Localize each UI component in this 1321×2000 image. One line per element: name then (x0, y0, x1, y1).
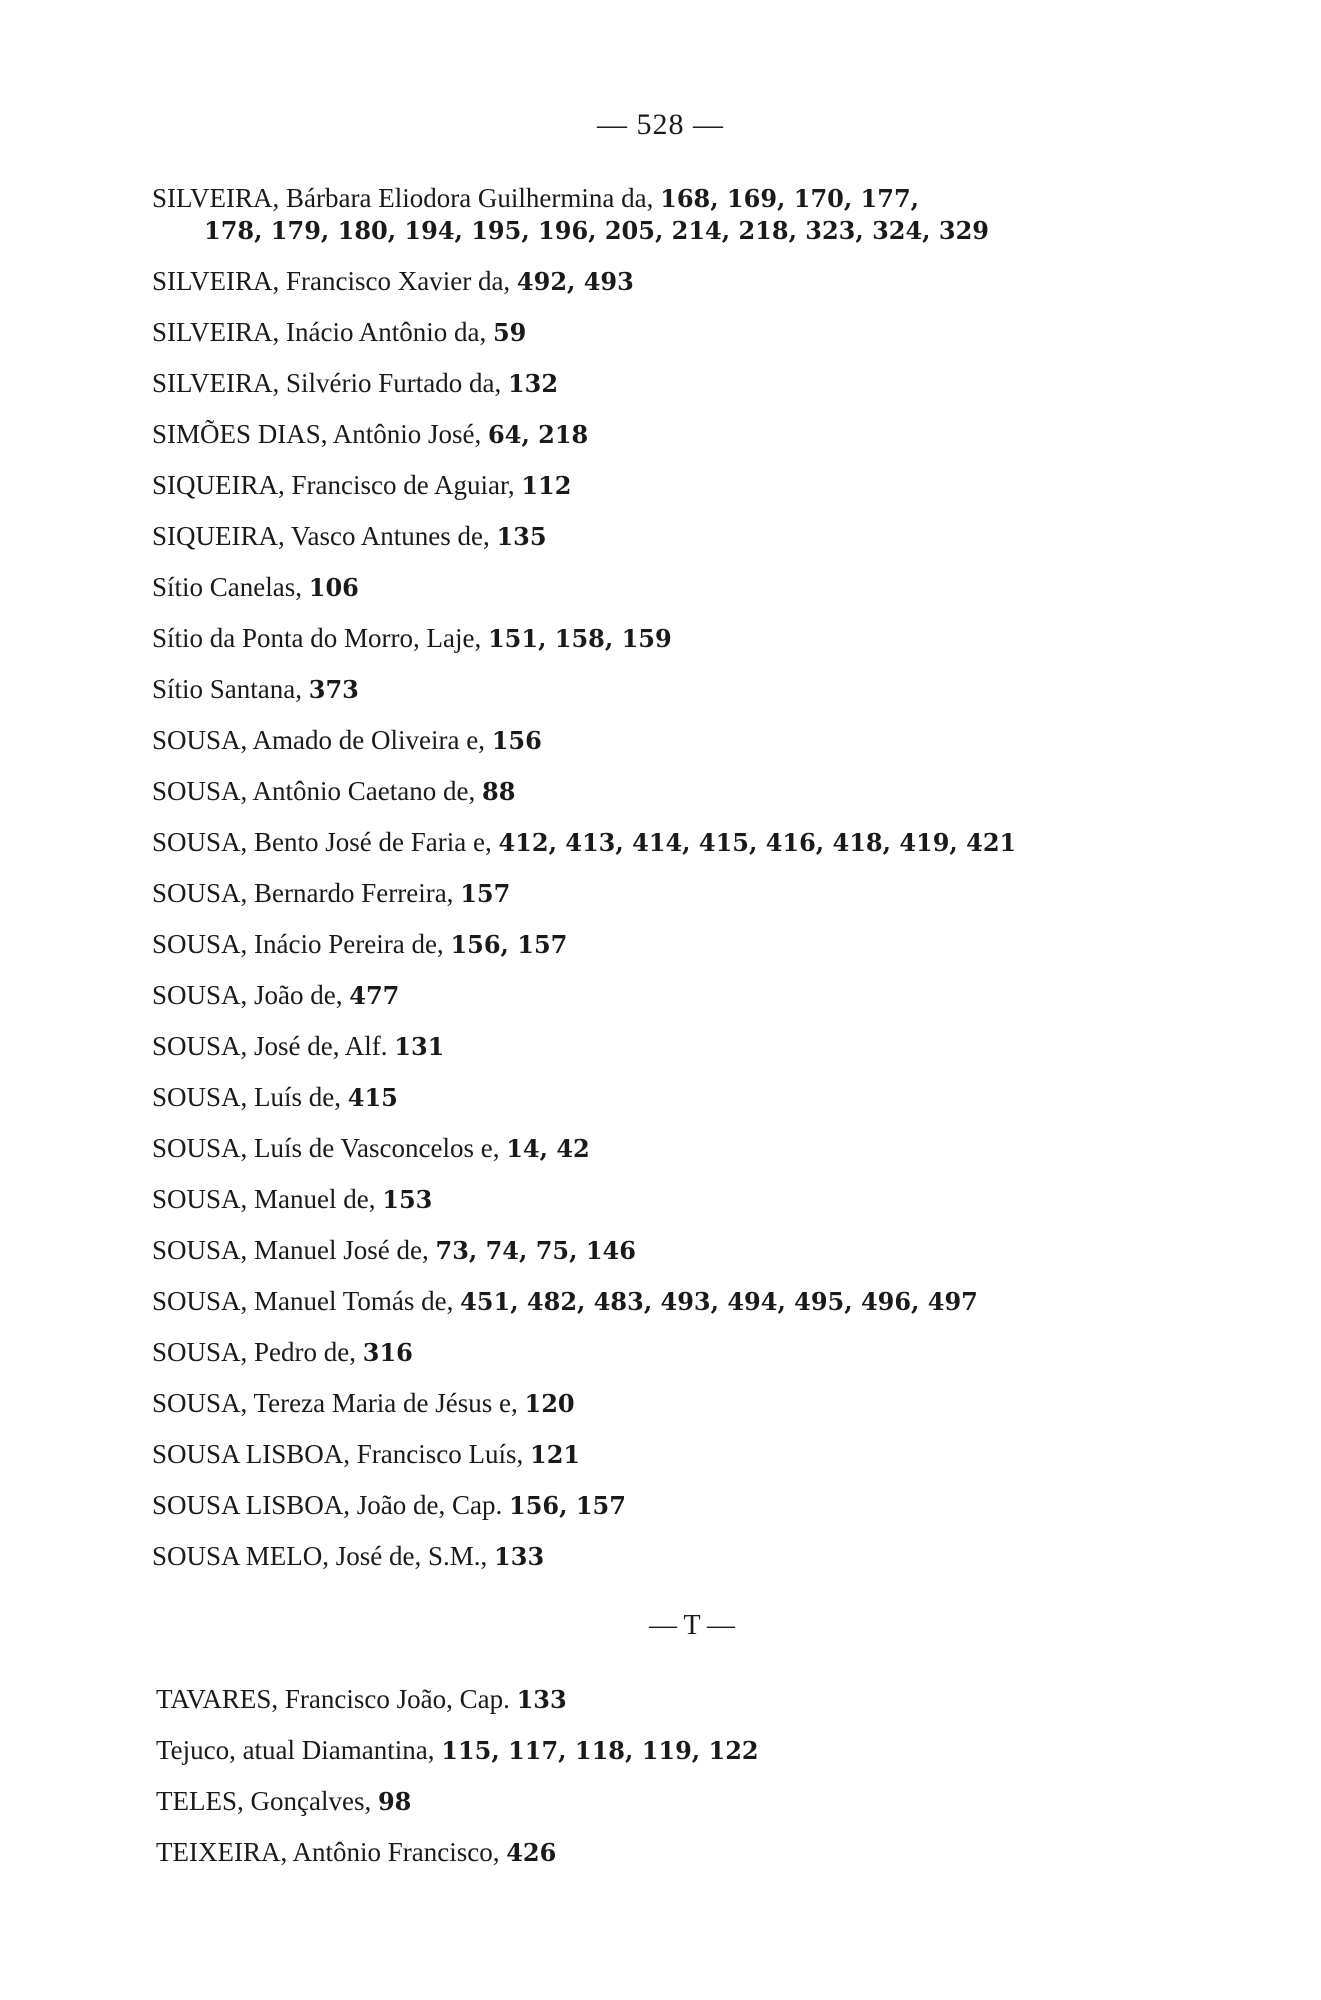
entry-pages: 88 (482, 777, 516, 806)
entry-pages: 415 (347, 1083, 398, 1112)
entry-pages: 120 (524, 1389, 575, 1418)
entry-pages: 133 (494, 1542, 545, 1571)
index-entry (152, 571, 1192, 622)
index-entry (152, 265, 1192, 316)
entry-name: Sítio Santana, (152, 674, 302, 704)
entry-name: SOUSA, Tereza Maria de Jésus e, (152, 1388, 518, 1418)
index-entry (156, 1836, 1196, 1887)
index-entries-s (152, 182, 1192, 1683)
index-entry (152, 182, 1192, 265)
entry-pages: 132 (507, 369, 559, 398)
entry-name: SIQUEIRA, Francisco de Aguiar, (152, 470, 515, 500)
entry-pages: 98 (377, 1787, 412, 1816)
entry-pages-continued: 178, 179, 180, 194, 195, 196, 205, 214, 218, 323, 324, 329 (204, 216, 989, 245)
index-entry (152, 469, 1192, 520)
index-entry (152, 1489, 1192, 1540)
entry-pages: 156, 157 (509, 1491, 626, 1520)
entry-pages: 115, 117, 118, 119, 122 (441, 1736, 759, 1765)
entry-pages: 131 (394, 1032, 445, 1061)
entry-name: SOUSA, Antônio Caetano de, (152, 776, 476, 806)
index-entry (152, 1030, 1192, 1081)
entry-pages: 135 (496, 522, 547, 551)
entry-pages: 59 (492, 318, 527, 347)
index-entry (152, 979, 1192, 1030)
entry-name: SIQUEIRA, Vasco Antunes de, (152, 521, 490, 551)
index-entry (152, 1438, 1192, 1489)
entry-name: SOUSA, Luís de, (152, 1082, 342, 1112)
entry-name: Tejuco, atual Diamantina, (156, 1735, 435, 1765)
index-entry (152, 826, 1192, 877)
index-entry (152, 724, 1192, 775)
entry-name: SOUSA, José de, Alf. (152, 1031, 388, 1061)
index-entry (152, 1234, 1192, 1285)
entry-name: SOUSA LISBOA, João de, Cap. (152, 1490, 503, 1520)
entry-name: SOUSA LISBOA, Francisco Luís, (152, 1439, 524, 1469)
index-entry (152, 775, 1192, 826)
index-entry (152, 1540, 1192, 1591)
index-entry (152, 877, 1192, 928)
entry-pages: 73, 74, 75, 146 (435, 1236, 636, 1265)
index-entry (152, 1132, 1192, 1183)
entry-pages: 316 (362, 1338, 413, 1367)
entry-pages: 168, 169, 170, 177, (660, 184, 920, 213)
entry-name: SIMÕES DIAS, Antônio José, (152, 419, 482, 449)
entry-name: SILVEIRA, Bárbara Eliodora Guilhermina da, (152, 183, 654, 213)
entry-name: SOUSA, Inácio Pereira de, (152, 929, 444, 959)
entry-name: Sítio da Ponta do Morro, Laje, (152, 623, 482, 653)
entry-name: SOUSA, Manuel José de, (152, 1235, 429, 1265)
entry-name: SOUSA, Manuel de, (152, 1184, 376, 1214)
entry-name: TEIXEIRA, Antônio Francisco, (156, 1837, 500, 1867)
section-letter: — T — (648, 1610, 736, 1641)
entry-pages: 64, 218 (488, 420, 589, 449)
index-entry (152, 622, 1192, 673)
entry-pages: 106 (308, 573, 359, 602)
index-entry (152, 418, 1192, 469)
entry-name: Sítio Canelas, (152, 572, 302, 602)
index-entry (152, 1387, 1192, 1438)
index-entry (152, 928, 1192, 979)
index-entries-t (156, 1683, 1196, 1887)
entry-name: SILVEIRA, Francisco Xavier da, (152, 266, 511, 296)
index-entry (152, 1183, 1192, 1234)
entry-name: SOUSA, Bernardo Ferreira, (152, 878, 454, 908)
entry-pages: 151, 158, 159 (487, 624, 672, 653)
entry-pages: 412, 413, 414, 415, 416, 418, 419, 421 (498, 828, 1017, 857)
index-entry (156, 1683, 1196, 1734)
entry-pages: 14, 42 (506, 1134, 590, 1163)
entry-name: SOUSA, João de, (152, 980, 343, 1010)
index-entry (152, 520, 1192, 571)
entry-name: SOUSA MELO, José de, S.M., (152, 1541, 488, 1571)
entry-pages: 121 (530, 1440, 581, 1469)
index-entry (152, 1081, 1192, 1132)
entry-pages: 156 (491, 726, 542, 755)
entry-pages: 451, 482, 483, 493, 494, 495, 496, 497 (460, 1287, 978, 1316)
entry-name: SOUSA, Luís de Vasconcelos e, (152, 1133, 500, 1163)
entry-name: SOUSA, Amado de Oliveira e, (152, 725, 485, 755)
entry-name: TELES, Gonçalves, (156, 1786, 372, 1816)
entry-name: SOUSA, Pedro de, (152, 1337, 357, 1367)
entry-name: SILVEIRA, Inácio Antônio da, (152, 317, 487, 347)
entry-name: SOUSA, Manuel Tomás de, (152, 1286, 454, 1316)
entry-name: TAVARES, Francisco João, Cap. (156, 1684, 510, 1714)
index-entry (152, 673, 1192, 724)
index-entry (152, 316, 1192, 367)
entry-name: SILVEIRA, Silvério Furtado da, (152, 368, 502, 398)
entry-pages: 373 (308, 675, 359, 704)
index-entry (152, 1336, 1192, 1387)
index-entry (156, 1734, 1196, 1785)
index-entry (152, 367, 1192, 418)
entry-pages: 477 (349, 981, 400, 1010)
entry-pages: 112 (521, 471, 572, 500)
entry-pages: 492, 493 (516, 267, 634, 296)
entry-pages: 153 (382, 1185, 433, 1214)
entry-pages: 426 (506, 1838, 557, 1867)
entry-pages: 133 (516, 1685, 567, 1714)
index-entry (152, 1285, 1192, 1336)
page-number: — 528 — (597, 108, 724, 141)
index-entry (156, 1785, 1196, 1836)
entry-pages: 156, 157 (450, 930, 568, 959)
entry-name: SOUSA, Bento José de Faria e, (152, 827, 492, 857)
entry-pages: 157 (460, 879, 511, 908)
